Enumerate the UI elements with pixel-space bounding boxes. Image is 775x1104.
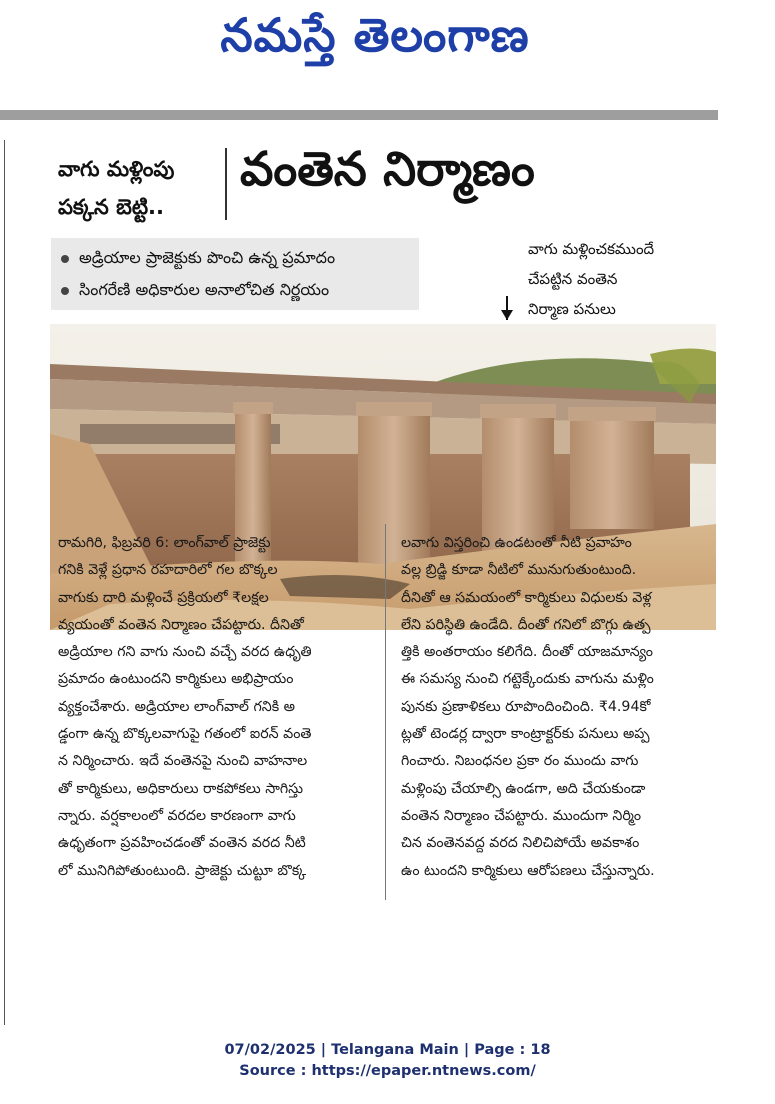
source-link[interactable]: Source : https://epaper.ntnews.com/ (239, 1063, 536, 1079)
body-line: ప్రమాదం ఉంటుందని కార్మికులు అభిప్రాయం (58, 671, 294, 688)
highlight-text: సింగరేణి అధికారుల అనాలోచిత నిర్ణయం (79, 280, 330, 299)
body-line: ఉధృతంగా ప్రవహించడంతో వంతెన వరద నీటి (58, 835, 306, 852)
highlight-text: అడ్రియాల ప్రాజెక్టుకు పొంచి ఉన్న ప్రమాదం (79, 248, 336, 267)
page-border (4, 140, 5, 1025)
highlight-item (61, 280, 329, 303)
edition-info: 07/02/2025 | Telangana Main | Page : 18 (224, 1042, 551, 1058)
body-line: పునకు ప్రణాళికలు రూపొందించింది. ₹4.94కో (401, 698, 651, 715)
caption-line: చేపట్టిన వంతెన (528, 270, 618, 288)
highlight-item (61, 248, 335, 271)
body-line: వ్యక్తంచేశారు. అడ్రియాల లాంగ్‌వాల్ గనికి అ (58, 698, 295, 715)
body-line: వల్ల బ్రిడ్జి కూడా నీటిలో మునుగుతుంటుంది. (401, 562, 637, 579)
masthead (0, 0, 775, 110)
kicker-line: వాగు మళ్లింపు (58, 157, 175, 181)
photo-caption (528, 234, 708, 324)
body-line: త్తికి అంతరాయం కలిగేది. దీంతో యాజమాన్యం (401, 644, 653, 661)
kicker-line: పక్కన బెట్టి.. (58, 195, 165, 219)
body-line: ఉం టుందని కార్మికులు ఆరోపణలు చేస్తున్నారు. (401, 862, 655, 879)
caption-line: వాగు మళ్లించకముందే (528, 240, 655, 258)
body-line: లో మునిగిపోతుంటుంది. ప్రాజెక్టు చుట్టూ బొక్క (58, 862, 307, 879)
kicker-divider (225, 148, 227, 220)
body-line: ట్లతో టెండర్ల ద్వారా కాంట్రాక్టర్‌కు పనులు అప్ప (401, 726, 650, 743)
body-line: గనికి వెళ్లే ప్రధాన రహదారిలో గల బొక్కల (58, 562, 278, 579)
body-line: న్నారు. వర్షకాలంలో వరదల కారణంగా వాగు (58, 807, 296, 824)
headline: వంతెన నిర్మాణం (240, 142, 535, 197)
body-line: న నిర్మించారు. ఇదే వంతెనపై నుంచి వాహనాల (58, 753, 308, 770)
body-column-right (401, 530, 721, 885)
body-line: వంతెన నిర్మాణం చేపట్టారు. ముందుగా నిర్మిం (401, 807, 642, 824)
body-line: లేని పరిస్థితి ఉండేది. దీంతో గనిలో బొగ్గు ఉత్ప (401, 616, 651, 633)
body-line: దీనితో ఆ సమయంలో కార్మికులు విధులకు వెళ్ల (401, 589, 652, 606)
bullet-icon (61, 287, 69, 295)
kicker (58, 150, 218, 226)
caption-line: నిర్మాణ పనులు (528, 300, 616, 318)
body-line: రామగిరి, ఫిబ్రవరి 6: లాంగ్‌వాల్ ప్రాజెక్టు (58, 535, 271, 551)
body-line: మళ్లింపు చేయాల్సి ఉండగా, అది చేయకుండా (401, 780, 646, 797)
newspaper-logo: నమస్తే తెలంగాణ (220, 8, 530, 62)
body-line: ఈ సమస్య నుంచి గట్టెక్కేందుకు వాగును మళ్లిం (401, 671, 654, 688)
body-line: చిన వంతెనవద్ద వరద నిలిచిపోయే అవకాశం (401, 835, 640, 852)
body-line: గించారు. నిబంధనల ప్రకా రం ముందు వాగు (401, 753, 639, 770)
masthead-divider (0, 110, 718, 120)
body-line: వ్యయంతో వంతెన నిర్మాణం చేపట్టారు. దీనితో (58, 616, 304, 633)
body-line: అడ్రియాల గని వాగు నుంచి వచ్చే వరద ఉధృతి (58, 644, 312, 661)
body-line: తో కార్మికులు, అధికారులు రాకపోకలు సాగిస్తు (58, 780, 303, 797)
page-footer (0, 1040, 775, 1082)
body-line: డ్డంగా ఉన్న బొక్కలవాగుపై గతంలో ఐరన్ వంతె (58, 726, 312, 743)
highlights-box (51, 238, 419, 310)
body-line: వాగుకు దారి మళ్లించే ప్రక్రియలో ₹లక్షల (58, 589, 269, 606)
body-line: లవాగు విస్తరించి ఉండటంతో నీటి ప్రవాహం (401, 535, 632, 551)
body-column-left (58, 530, 373, 885)
arrow-down-icon (500, 296, 514, 320)
bullet-icon (61, 255, 69, 263)
column-divider (385, 524, 386, 900)
